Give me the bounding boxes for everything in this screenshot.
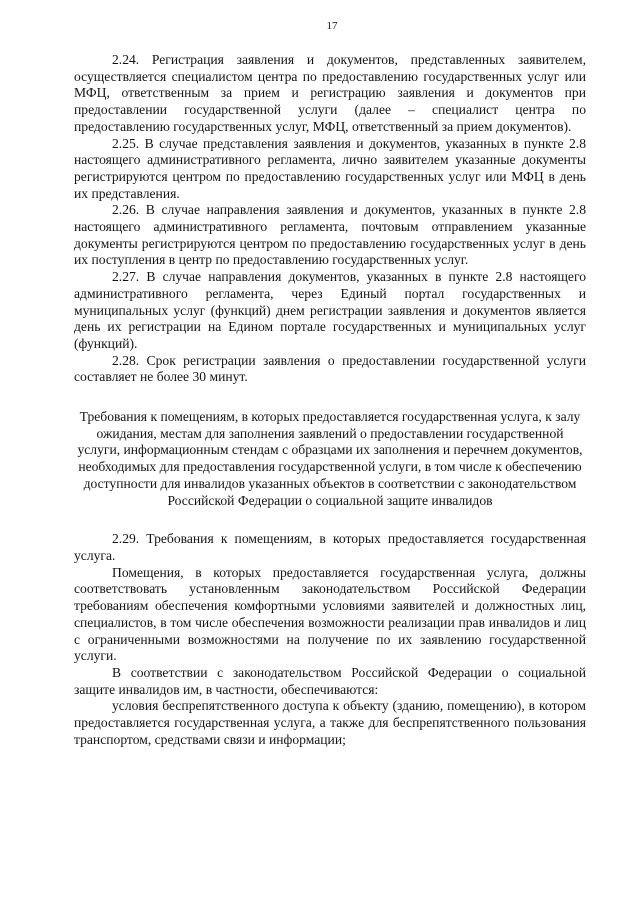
paragraph-2-25: 2.25. В случае представления заявления и документов, указанных в пункте 2.8 настоящего административного регламента, лично заявителем указанные документы регистрируются центром по предоставлению государственных услуг или МФЦ в день их представления. xyxy=(74,135,586,201)
premises-section xyxy=(74,531,586,748)
section-title: Требования к помещениям, в которых предоставляется государственная услуга, к залу ожидания, местам для заполнения заявлений о предоставлении государственной услуги, информационным стендам с образцами их заполнения и перечнем документов, необходимых для предоставления государственной услуги, в том числе к обеспечению доступности для инвалидов указанных объектов в соответствии с законодательством Российской Федерации о социальной защите инвалидов xyxy=(77,409,583,508)
paragraph-2-28: 2.28. Срок регистрации заявления о предоставлении государственной услуги составляет не более 30 минут. xyxy=(74,352,586,385)
paragraph-2-29: 2.29. Требования к помещениям, в которых предоставляется государственная услуга. xyxy=(74,531,586,563)
registration-section xyxy=(74,52,586,386)
paragraph-premises-requirements: Помещения, в которых предоставляется государственная услуга, должны соответствовать установленным законодательством Российской Федерации требованиям обеспечения комфортными условиями заявителей и должностных лиц, специалистов, в том числе обеспечения возможности реализации прав инвалидов и лиц с ограниченными возможностями на получение по их заявлению государственной услуги. xyxy=(74,564,586,664)
page-number: 17 xyxy=(326,20,338,32)
paragraph-2-24: 2.24. Регистрация заявления и документов, представленных заявителем, осуществляется специалистом центра по предоставлению государственных услуг или МФЦ, ответственным за прием и регистрацию заявления и документов при предоставлении государственной услуги (далее – специалист центра по предоставлению государственных услуг, МФЦ, ответственный за прием документов). xyxy=(74,52,586,134)
paragraph-2-27: 2.27. В случае направления документов, указанных в пункте 2.8 настоящего административного регламента, через Единый портал государственных и муниципальных услуг (функций) днем регистрации заявления и документов является день их регистрации на Едином портале государственных и муниципальных услуг (функций). xyxy=(74,269,586,351)
paragraph-access-conditions: условия беспрепятственного доступа к объекту (зданию, помещению), в котором предоставляется государственная услуга, а также для беспрепятственного пользования транспортом, средствами связи и информации; xyxy=(74,698,586,747)
paragraph-2-26: 2.26. В случае направления заявления и документов, указанных в пункте 2.8 настоящего административного регламента, почтовым отправлением указанные документы регистрируются центром по предоставлению государственных услуг в день их поступления в центр по предоставлению государственных услуг. xyxy=(74,202,586,268)
paragraph-disability-law: В соответствии с законодательством Российской Федерации о социальной защите инвалидов им, в частности, обеспечиваются: xyxy=(74,664,586,697)
